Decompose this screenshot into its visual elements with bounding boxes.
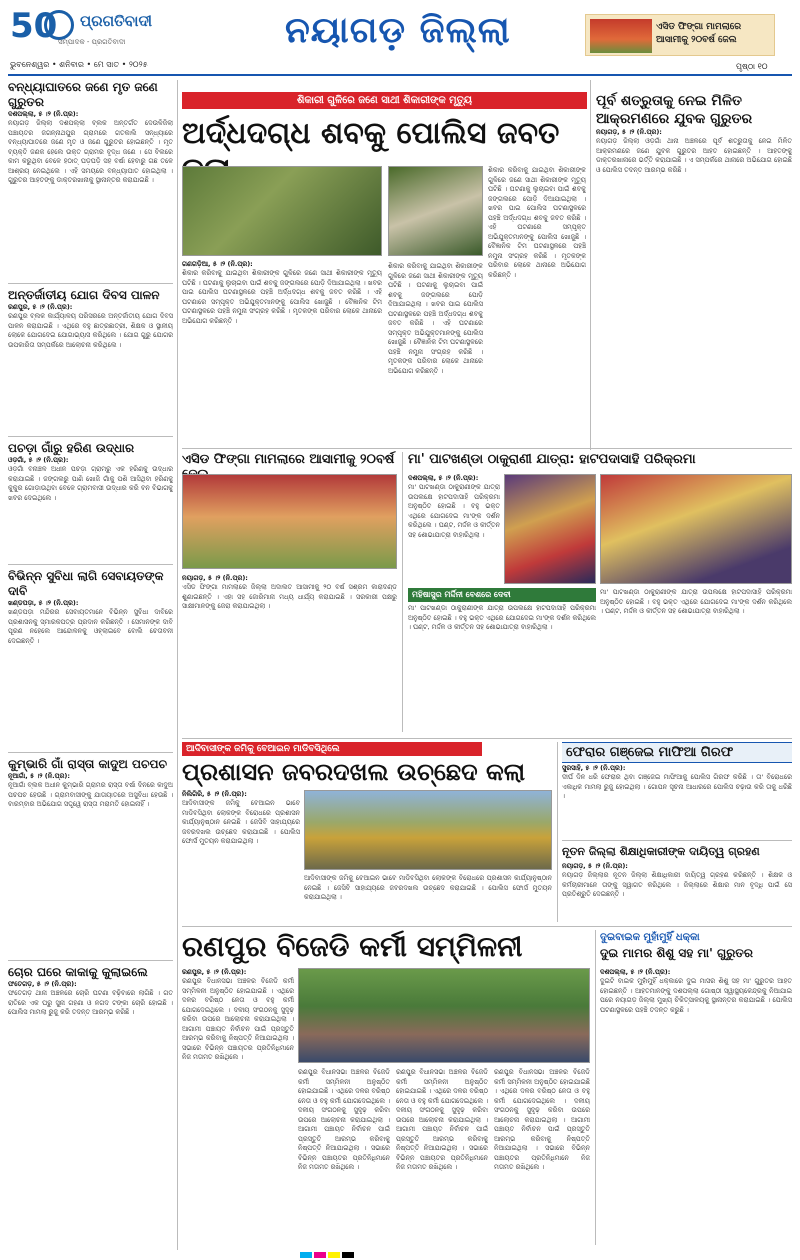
dateline: ଭୁବନେଶ୍ୱର • ଶନିବାର • ମେ ସାତ • ୨୦୨୫ — [10, 60, 148, 69]
column-rule — [557, 742, 558, 922]
divider — [562, 840, 792, 841]
story-body-ranapur-cont-2: ରଣପୁର ବିଧାନସଭା ଅଞ୍ଚଳର ବିଜେଡି କର୍ମୀ ସମ୍ମିଳନୀ ଅନୁଷ୍ଠିତ ହୋଇଯାଇଛି । ଏଥିରେ ଦଳର ବରିଷ୍ଠ ନେତା ଓ ବହୁ କର୍ମୀ ଯୋଗଦେଇଥିଲେ । ଦଳୀୟ ସଂଗଠନକୁ ସୁଦୃଢ଼ କରିବା ଉପରେ ଆଲୋଚନା କରାଯାଇଥିଲା । ଆଗାମୀ ପଞ୍ଚାୟତ ନିର୍ବାଚନ ପାଇଁ ପ୍ରସ୍ତୁତି ଆରମ୍ଭ କରିବାକୁ ନିଷ୍ପତ୍ତି ନିଆଯାଇଥିଲା । ସଭାରେ ବିଭିନ୍ନ ପଞ୍ଚାୟତର ପ୍ରତିନିଧିମାନେ ନିଜ ମତାମତ ରଖିଥିଲେ । — [396, 1068, 488, 1171]
byline: ନୂଆଗାଁ, ୫ ।୨ (ନି.ପ୍ର): — [8, 772, 70, 780]
divider — [8, 283, 173, 284]
story-body-prashasana-cont: ଆଦିବାସୀଙ୍କ ଜମିକୁ ବେଆଇନ ଭାବେ ମାଡିବସିଥିବା ଲୋକଙ୍କ ବିରୋଧରେ ପ୍ରଶାସନ କାର୍ଯ୍ୟାନୁଷ୍ଠାନ ନେଇଛି । ଜେସିବି ସାହାଯ୍ୟରେ ଜବରଦଖଲ ଉଚ୍ଛେଦ କରାଯାଇଛି । ପୋଲିସ ଫୋର୍ସ ମୁତୟନ କରାଯାଇଥିଲା । — [304, 874, 552, 901]
ranapur-photo — [298, 968, 590, 1063]
byline: ନୟାଗଡ଼, ୫ ।୨ (ନି.ପ୍ର): — [182, 574, 248, 582]
pherara-text — [562, 764, 792, 833]
story-body-pathakhanda-cont-2: ମା' ପାଟଖଣ୍ଡା ଠାକୁରାଣୀଙ୍କ ଯାତ୍ରା ଉପଲକ୍ଷେ ହାଟପଦାସାହି ପରିକ୍ରମା ଅନୁଷ୍ଠିତ ହୋଇଛି । ବହୁ ଭକ୍ତ ଏଥିରେ ଯୋଗଦେଇ ମା'ଙ୍କ ଦର୍ଶନ କରିଥିଲେ । ଘଣ୍ଟ, ମର୍ଦ୍ଦଳ ଓ କୀର୍ତ୍ତନ ସହ ଶୋଭାଯାତ୍ରା ବାହାରିଥିଲା । — [600, 588, 792, 615]
story-body-purba: ନୟାଗଡ଼ ଜିଲ୍ଲା ଓଡ଼ଗାଁ ଥାନା ଅଞ୍ଚଳରେ ପୂର୍ବ ଶତ୍ରୁତାକୁ ନେଇ ମିଳିତ ଆକ୍ରମଣରେ ଜଣେ ଯୁବକ ଗୁରୁତର ଆହତ ହୋଇଛନ୍ତି । ଆହତଙ୍କୁ ଡାକ୍ତରଖାନାରେ ଭର୍ତ୍ତି କରାଯାଇଛି । ଏ ସମ୍ପର୍କରେ ଥାନାରେ ଅଭିଯୋଗ ହୋଇଛି ଓ ପୋଲିସ ତଦନ୍ତ ଆରମ୍ଭ କରିଛି । — [596, 137, 792, 174]
registration-mark — [300, 1252, 312, 1258]
lead-photo-2 — [388, 166, 483, 256]
story-head-shikhyadhikari[interactable]: ନୂତନ ଜିଲ୍ଲା ଶିକ୍ଷାଧିକାରୀଙ୍କ ଦାୟିତ୍ୱ ଗ୍ରହଣ — [562, 845, 760, 858]
page-number: ପୃଷ୍ଠା ୧୦ — [736, 62, 768, 71]
divider — [8, 960, 173, 961]
byline: ଫତେଗଡ଼, ୫ ।୨ (ନି.ପ୍ର): — [8, 980, 77, 988]
divider — [8, 752, 173, 753]
column-rule — [402, 452, 403, 732]
story-head-harina[interactable]: ପଚଡ଼ା ଗାଁରୁ ହରିଣ ଉଦ୍ଧାର — [8, 441, 135, 455]
masthead — [0, 0, 800, 75]
lead-text-1 — [182, 260, 382, 419]
purba-story — [596, 92, 792, 437]
byline: ଦଶପଲ୍ଲା, ୫ ।୨ (ନି.ପ୍ର): — [600, 968, 671, 976]
story-body-suvidha: ଖଣ୍ଡପଡ଼ା ମନ୍ଦିରର ସେବାୟତମାନେ ବିଭିନ୍ନ ସୁବିଧା ଦାବିରେ ପ୍ରଶାସନକୁ ସ୍ମାରକପତ୍ର ପ୍ରଦାନ କରିଛନ୍ତି । ସେମାନଙ୍କ ଦାବି ପୂରଣ ନହେଲେ ଆନ୍ଦୋଳନକୁ ଓହ୍ଲାଇବେ ବୋଲି ଚେତାବନୀ ଦେଇଛନ୍ତି । — [8, 608, 173, 645]
shikhyadhikari-text — [562, 862, 792, 923]
logo-tagline: ସମ୍ପାଦକ - ପ୍ରଗତିବାଦୀ — [58, 38, 126, 46]
story-body-pherara: ଦୀର୍ଘ ଦିନ ଧରି ଫେରାର ଥିବା ଗଞ୍ଜେଇ ମାଫିଆକୁ ପୋଲିସ ଗିରଫ କରିଛି । ତା' ବିରୋଧରେ ଏକାଧିକ ମାମଲା ରୁଜୁ ହୋଇଥିଲା । ଗୋପନ ସୂଚନା ଆଧାରରେ ପୋଲିସ ଚଢ଼ାଉ କରି ତାକୁ ଧରିଛି । — [562, 773, 792, 800]
top-teaser[interactable] — [585, 14, 775, 56]
story-head-kanika[interactable]: ଚୋର ଘରେ କାକାକୁ କୁଲାଇଲେ — [8, 965, 148, 979]
acid-photo — [182, 474, 397, 569]
district-title: ନୟାଗଡ଼ ଜିଲ୍ଲା — [285, 10, 511, 51]
divider — [182, 738, 792, 739]
story-body-bandyaghata: ନୟାଗଡ଼ ଜିଲ୍ଲା ଦଶପଲ୍ଲା ବ୍ଲକ ଅନ୍ତର୍ଗତ ଦେଉଳିଜିଲା ପଞ୍ଚାୟତର ଜଗନ୍ନାଥପୁର ଗ୍ରାମରେ ଗତକାଲି ସନ୍ଧ୍ୟାରେ ବନ୍ଧ୍ୟାଘାତରେ ଜଣେ ମୃତ ଓ ଜଣେ ଗୁରୁତର ହୋଇଛନ୍ତି । ମୃତ ବ୍ୟକ୍ତି ଜଣକ ହେଲେ ଉକ୍ତ ଗ୍ରାମର ବୃଦ୍ଧ ଜଣେ । ସେ ବିଲରେ କାମ କରୁଥିବା ବେଳେ ହଠାତ୍ ଘଡ଼ଘଡ଼ି ସହ ବର୍ଷା ହେବାରୁ ଗଛ ତଳେ ଆଶ୍ରୟ ନେଇଥିଲେ । ଏହି ସମୟରେ ବନ୍ଧ୍ୟାଘାତ ହୋଇଥିଲା । ଗୁରୁତର ଆହତଙ୍କୁ ଡାକ୍ତରଖାନାକୁ ସ୍ଥାନାନ୍ତର କରାଯାଇଛି । — [8, 119, 173, 184]
story-body-ranapur-cont-3: ରଣପୁର ବିଧାନସଭା ଅଞ୍ଚଳର ବିଜେଡି କର୍ମୀ ସମ୍ମିଳନୀ ଅନୁଷ୍ଠିତ ହୋଇଯାଇଛି । ଏଥିରେ ଦଳର ବରିଷ୍ଠ ନେତା ଓ ବହୁ କର୍ମୀ ଯୋଗଦେଇଥିଲେ । ଦଳୀୟ ସଂଗଠନକୁ ସୁଦୃଢ଼ କରିବା ଉପରେ ଆଲୋଚନା କରାଯାଇଥିଲା । ଆଗାମୀ ପଞ୍ଚାୟତ ନିର୍ବାଚନ ପାଇଁ ପ୍ରସ୍ତୁତି ଆରମ୍ଭ କରିବାକୁ ନିଷ୍ପତ୍ତି ନିଆଯାଇଥିଲା । ସଭାରେ ବିଭିନ୍ନ ପଞ୍ଚାୟତର ପ୍ରତିନିଧିମାନେ ନିଜ ମତାମତ ରଖିଥିଲେ । — [494, 1068, 590, 1171]
duicar-kicker: ଦୁଇବାଇକ ମୁହାଁମୁହିଁ ଧକ୍କା — [600, 932, 700, 943]
story-body-kanika: ଫତେଗଡ଼ ଥାନା ଅଞ୍ଚଳରେ ଚୋରି ଘଟଣା ବଢ଼ିବାରେ ଲାଗିଛି । ଗତ ରାତିରେ ଏକ ଘରୁ ସୁନା ଗହଣା ଓ ନଗଦ ଟଙ୍କା ଚୋରି ହୋଇଛି । ପୋଲିସ ମାମଲା ରୁଜୁ କରି ତଦନ୍ତ ଆରମ୍ଭ କରିଛି । — [8, 989, 173, 1016]
story-head-ranapur[interactable]: ରଣପୁର ବିଜେଡି କର୍ମୀ ସମ୍ମିଳନୀ — [182, 930, 523, 963]
byline: ଖଣ୍ଡପଡ଼ା, ୫ ।୨ (ନି.ପ୍ର): — [8, 599, 79, 607]
story-body-duicar: ଦୁଇଟି ବାଇକ ମୁହାଁମୁହିଁ ଧକ୍କାରେ ଦୁଇ ମାସର ଶିଶୁ ସହ ମା' ଗୁରୁତର ଆହତ ହୋଇଛନ୍ତି । ଆହତମାନଙ୍କୁ ଦଶପଲ୍ଲା ଗୋଷ୍ଠୀ ସ୍ୱାସ୍ଥ୍ୟକେନ୍ଦ୍ରକୁ ନିଆଯାଇ ପରେ ନୟାଗଡ଼ ଜିଲ୍ଲା ମୁଖ୍ୟ ଚିକିତ୍ସାଳୟକୁ ସ୍ଥାନାନ୍ତର କରାଯାଇଛି । ପୋଲିସ ଘଟଣାସ୍ଥଳରେ ପହଞ୍ଚି ତଦନ୍ତ କରୁଛି । — [600, 977, 792, 1014]
left-column — [8, 80, 173, 1250]
column-rule — [595, 930, 596, 1245]
story-head-suvidha[interactable]: ବିଭିନ୍ନ ସୁବିଧା ଲାଗି ସେବାୟତଙ୍କ ଦାବି — [8, 569, 164, 598]
story-body-harina: ଓଡ଼ଗାଁ ବନାଞ୍ଚଳ ଅଧୀନ ପଚଡ଼ା ଗ୍ରାମରୁ ଏକ ହରିଣକୁ ଉଦ୍ଧାର କରାଯାଇଛି । ଜଙ୍ଗଲରୁ ପାଣି ଖୋଜି ଗାଁକୁ ପଶି ଆସିଥିବା ହରିଣକୁ କୁକୁର ଗୋଡ଼ାଉଥିବା ବେଳେ ଗ୍ରାମବାସୀ ଉଦ୍ଧାର କରି ବନ ବିଭାଗକୁ ଖବର ଦେଇଥିଲେ । — [8, 465, 173, 502]
byline: ରଣପୁର, ୫ ।୨ (ନି.ପ୍ର): — [182, 968, 247, 976]
newspaper-logo — [10, 6, 160, 56]
story-head-purba[interactable]: ପୂର୍ବ ଶତ୍ରୁତାକୁ ନେଇ ମିଳିତ ଆକ୍ରମଣରେ ଯୁବକ ଗୁରୁତର — [596, 93, 753, 127]
story-body-prashasana: ଆଦିବାସୀଙ୍କ ଜମିକୁ ବେଆଇନ ଭାବେ ମାଡିବସିଥିବା ଲୋକଙ୍କ ବିରୋଧରେ ପ୍ରଶାସନ କାର୍ଯ୍ୟାନୁଷ୍ଠାନ ନେଇଛି । ଜେସିବି ସାହାଯ୍ୟରେ ଜବରଦଖଲ ଉଚ୍ଛେଦ କରାଯାଇଛି । ପୋଲିସ ଫୋର୍ସ ମୁତୟନ କରାଯାଇଥିଲା । — [182, 799, 300, 845]
story-body-yoga: ରଣପୁର ବ୍ଲକ କାର୍ଯ୍ୟାଳୟ ପରିସରରେ ଅନ୍ତର୍ଜାତୀୟ ଯୋଗ ଦିବସ ପାଳନ କରାଯାଇଛି । ଏଥିରେ ବହୁ ଛାତ୍ରଛାତ୍ରୀ, ଶିକ୍ଷକ ଓ ସ୍ଥାନୀୟ ଲୋକେ ଯୋଗଦେଇ ଯୋଗାଭ୍ୟାସ କରିଥିଲେ । ଯୋଗ ଗୁରୁ ଯୋଗର ଉପକାରିତା ସମ୍ପର୍କରେ ଆଲୋଚନା କରିଥିଲେ । — [8, 312, 173, 349]
prashasana-text — [182, 790, 300, 929]
pathakhanda-photo-2 — [600, 474, 792, 584]
teaser-text: ଏସିଡ ଫିଙ୍ଗା ମାମଲାରେ ଆସାମୀକୁ ୨୦ବର୍ଷ ଜେଲ — [656, 22, 742, 45]
registration-mark — [314, 1252, 326, 1258]
byline: ରଣପୁର, ୫ ।୨ (ନି.ପ୍ର): — [8, 303, 73, 311]
paper-name: ପ୍ରଗତିବାଦୀ — [80, 12, 153, 30]
story-head-pherara[interactable]: ଫେରାର ଗଞ୍ଜେଇ ମାଫିଆ ଗିରଫ — [562, 742, 792, 763]
story-head-acid[interactable]: ଏସିଡ ଫିଙ୍ଗା ମାମଲାରେ ଆସାମୀକୁ ୨୦ବର୍ଷ — [182, 452, 395, 467]
prashasana-kicker: ଆଦିବାସୀଙ୍କ ଜମିକୁ ବେଆଇନ ମାଡିବସିଥିଲେ — [182, 742, 482, 756]
ranapur-text — [182, 968, 294, 1247]
lead-body-cont: ଶିକାର କରିବାକୁ ଯାଇଥିବା ଶିକାରୀଙ୍କ ଗୁଳିରେ ଜଣେ ସାଥୀ ଶିକାରୀଙ୍କ ମୃତ୍ୟୁ ଘଟିଛି । ଘଟଣାକୁ ଲୁଚାଇବା ପାଇଁ ଶବକୁ ଜଙ୍ଗଲରେ ପୋଡ଼ି ଦିଆଯାଇଥିଲା । ଖବର ପାଇ ପୋଲିସ ଘଟଣାସ୍ଥଳରେ ପହଞ୍ଚି ଅର୍ଦ୍ଧଦଗ୍ଧ ଶବକୁ ଜବତ କରିଛି । ଏହି ଘଟଣାରେ ସମ୍ପୃକ୍ତ ଅଭିଯୁକ୍ତମାନଙ୍କୁ ପୋଲିସ ଖୋଜୁଛି । ବୈଜ୍ଞାନିକ ଟିମ ଘଟଣାସ୍ଥଳରେ ପହଞ୍ଚି ନମୁନା ସଂଗ୍ରହ କରିଛି । ମୃତକଙ୍କ ପରିବାର ଲୋକେ ଥାନାରେ ଅଭିଯୋଗ କରିଛନ୍ତି । — [388, 262, 483, 375]
masthead-rule — [8, 74, 792, 76]
pathakhanda-text — [408, 474, 500, 583]
byline: ନିଲିଗିରି, ୫ ।୨ (ନି.ପ୍ର): — [182, 790, 247, 798]
teaser-photo — [590, 19, 652, 53]
story-body-ranapur-cont-1: ରଣପୁର ବିଧାନସଭା ଅଞ୍ଚଳର ବିଜେଡି କର୍ମୀ ସମ୍ମିଳନୀ ଅନୁଷ୍ଠିତ ହୋଇଯାଇଛି । ଏଥିରେ ଦଳର ବରିଷ୍ଠ ନେତା ଓ ବହୁ କର୍ମୀ ଯୋଗଦେଇଥିଲେ । ଦଳୀୟ ସଂଗଠନକୁ ସୁଦୃଢ଼ କରିବା ଉପରେ ଆଲୋଚନା କରାଯାଇଥିଲା । ଆଗାମୀ ପଞ୍ଚାୟତ ନିର୍ବାଚନ ପାଇଁ ପ୍ରସ୍ତୁତି ଆରମ୍ଭ କରିବାକୁ ନିଷ୍ପତ୍ତି ନିଆଯାଇଥିଲା । ସଭାରେ ବିଭିନ୍ନ ପଞ୍ଚାୟତର ପ୍ରତିନିଧିମାନେ ନିଜ ମତାମତ ରଖିଥିଲେ । — [298, 1068, 390, 1171]
divider — [8, 564, 173, 565]
story-head-bandyaghata[interactable]: ବନ୍ଧ୍ୟାଘାତରେ ଜଣେ ମୃତ ଜଣେ ଗୁରୁତର — [8, 80, 158, 109]
lead-headline[interactable]: ଅର୍ଦ୍ଧଦଗ୍ଧ ଶବକୁ ପୋଲିସ ଜବତ — [182, 116, 560, 151]
byline: ଗଣଗଡ଼ିଆ, ୫ ।୨ (ନି.ପ୍ର): — [182, 260, 253, 268]
byline: ଦଶପଲ୍ଲା, ୫ ।୨ (ନି.ପ୍ର): — [408, 474, 479, 482]
photo-caption: ମହିଷାସୁର ମର୍ଦ୍ଦିନୀ ବେଶରେ ଦେବୀ — [408, 588, 596, 602]
lead-photo — [182, 166, 382, 256]
acid-text — [182, 574, 397, 733]
prashasana-photo — [304, 790, 552, 870]
story-head-kumbhari[interactable]: କୁମ୍ଭାରି ଗାଁ ରାସ୍ତା କାଦୁଅ ପଚପଚ — [8, 757, 168, 771]
column-rule — [590, 80, 591, 450]
divider — [182, 926, 792, 927]
divider — [8, 436, 173, 437]
story-body-ranapur: ରଣପୁର ବିଧାନସଭା ଅଞ୍ଚଳର ବିଜେଡି କର୍ମୀ ସମ୍ମିଳନୀ ଅନୁଷ୍ଠିତ ହୋଇଯାଇଛି । ଏଥିରେ ଦଳର ବରିଷ୍ଠ ନେତା ଓ ବହୁ କର୍ମୀ ଯୋଗଦେଇଥିଲେ । ଦଳୀୟ ସଂଗଠନକୁ ସୁଦୃଢ଼ କରିବା ଉପରେ ଆଲୋଚନା କରାଯାଇଥିଲା । ଆଗାମୀ ପଞ୍ଚାୟତ ନିର୍ବାଚନ ପାଇଁ ପ୍ରସ୍ତୁତି ଆରମ୍ଭ କରିବାକୁ ନିଷ୍ପତ୍ତି ନିଆଯାଇଥିଲା । ସଭାରେ ବିଭିନ୍ନ ପଞ୍ଚାୟତର ପ୍ରତିନିଧିମାନେ ନିଜ ମତାମତ ରଖିଥିଲେ । — [182, 977, 294, 1061]
byline: ନୟାଗଡ଼, ୫ ।୨ (ନି.ପ୍ର): — [596, 128, 662, 136]
pathakhanda-photo-1 — [504, 474, 596, 584]
duicar-text — [600, 968, 792, 1243]
logo-number: 50 — [10, 6, 58, 46]
byline: ଦଶପଲ୍ଲା, ୫ ।୨ (ନି.ପ୍ର): — [8, 110, 79, 118]
byline: ନୟାଗଡ଼, ୫ ।୨ (ନି.ପ୍ର): — [562, 862, 628, 870]
divider — [182, 448, 792, 449]
story-body-shikhyadhikari: ନୟାଗଡ଼ ଜିଲ୍ଲାର ନୂତନ ଜିଲ୍ଲା ଶିକ୍ଷାଧିକାରୀ ଦାୟିତ୍ୱ ଗ୍ରହଣ କରିଛନ୍ତି । ଶିକ୍ଷକ ଓ କର୍ମଚାରୀମାନେ ତାଙ୍କୁ ସ୍ୱାଗତ କରିଥିଲେ । ଜିଲ୍ଲାରେ ଶିକ୍ଷାର ମାନ ବୃଦ୍ଧି ପାଇଁ ସେ ପ୍ରତିଶ୍ରୁତି ଦେଇଛନ୍ତି । — [562, 871, 792, 898]
lead-kicker: ଶିକାରୀ ଗୁଳିରେ ଜଣେ ସାଥୀ ଶିକାରୀଙ୍କ ମୃତ୍ୟୁ — [182, 92, 587, 109]
story-head-duicar[interactable]: ଦୁଇ ମାମର ଶିଶୁ ସହ ମା' ଗୁରୁତର — [600, 946, 753, 960]
story-head-yoga[interactable]: ଅନ୍ତର୍ଜାତୀୟ ଯୋଗ ଦିବସ ପାଳନ — [8, 288, 160, 302]
story-body-pathakhanda-cont: ମା' ପାଟଖଣ୍ଡା ଠାକୁରାଣୀଙ୍କ ଯାତ୍ରା ଉପଲକ୍ଷେ ହାଟପଦାସାହି ପରିକ୍ରମା ଅନୁଷ୍ଠିତ ହୋଇଛି । ବହୁ ଭକ୍ତ ଏଥିରେ ଯୋଗଦେଇ ମା'ଙ୍କ ଦର୍ଶନ କରିଥିଲେ । ଘଣ୍ଟ, ମର୍ଦ୍ଦଳ ଓ କୀର୍ତ୍ତନ ସହ ଶୋଭାଯାତ୍ରା ବାହାରିଥିଲା । — [408, 604, 596, 631]
byline: ସୁରସାହି, ୫ ।୨ (ନି.ପ୍ର): — [562, 764, 626, 772]
byline: ଓଡ଼ଗାଁ, ୫ ।୨ (ନି.ପ୍ର): — [8, 456, 69, 464]
story-body-kumbhari: ନୂଆଗାଁ ବ୍ଲକ ଅଧୀନ କୁମ୍ଭାରି ଗ୍ରାମର ରାସ୍ତା ବର୍ଷା ଦିନରେ କାଦୁଅ ପଚପଚ ହେଉଛି । ଗ୍ରାମବାସୀଙ୍କୁ ଯାତାୟାତରେ ଅସୁବିଧା ହେଉଛି । ବାରମ୍ବାର ଅଭିଯୋଗ ସତ୍ତ୍ୱେ ରାସ୍ତା ମରାମତି ହୋଇନାହିଁ । — [8, 781, 173, 808]
logo-ring-icon — [44, 10, 74, 40]
lead-body-cont-2: ଶିକାର କରିବାକୁ ଯାଇଥିବା ଶିକାରୀଙ୍କ ଗୁଳିରେ ଜଣେ ସାଥୀ ଶିକାରୀଙ୍କ ମୃତ୍ୟୁ ଘଟିଛି । ଘଟଣାକୁ ଲୁଚାଇବା ପାଇଁ ଶବକୁ ଜଙ୍ଗଲରେ ପୋଡ଼ି ଦିଆଯାଇଥିଲା । ଖବର ପାଇ ପୋଲିସ ଘଟଣାସ୍ଥଳରେ ପହଞ୍ଚି ଅର୍ଦ୍ଧଦଗ୍ଧ ଶବକୁ ଜବତ କରିଛି । ଏହି ଘଟଣାରେ ସମ୍ପୃକ୍ତ ଅଭିଯୁକ୍ତମାନଙ୍କୁ ପୋଲିସ ଖୋଜୁଛି । ବୈଜ୍ଞାନିକ ଟିମ ଘଟଣାସ୍ଥଳରେ ପହଞ୍ଚି ନମୁନା ସଂଗ୍ରହ କରିଛି । ମୃତକଙ୍କ ପରିବାର ଲୋକେ ଥାନାରେ ଅଭିଯୋଗ କରିଛନ୍ତି । — [488, 166, 586, 279]
registration-mark — [328, 1252, 340, 1258]
story-body-pathakhanda: ମା' ପାଟଖଣ୍ଡା ଠାକୁରାଣୀଙ୍କ ଯାତ୍ରା ଉପଲକ୍ଷେ ହାଟପଦାସାହି ପରିକ୍ରମା ଅନୁଷ୍ଠିତ ହୋଇଛି । ବହୁ ଭକ୍ତ ଏଥିରେ ଯୋଗଦେଇ ମା'ଙ୍କ ଦର୍ଶନ କରିଥିଲେ । ଘଣ୍ଟ, ମର୍ଦ୍ଦଳ ଓ କୀର୍ତ୍ତନ ସହ ଶୋଭାଯାତ୍ରା ବାହାରିଥିଲା । — [408, 483, 500, 539]
column-rule — [177, 80, 178, 1250]
story-body-acid: ଏସିଡ ଫିଙ୍ଗା ମାମଲାରେ ଜିଲ୍ଲା ଅଦାଲତ ଆସାମୀକୁ ୨୦ ବର୍ଷ ସଶ୍ରମ କାରାଦଣ୍ଡ ଶୁଣାଇଛନ୍ତି । ଏହା ସହ ଜୋରିମାନା ମଧ୍ୟ ଧାର୍ଯ୍ୟ କରାଯାଇଛି । ସରକାରୀ ପକ୍ଷରୁ ସାକ୍ଷୀମାନଙ୍କୁ ଜେରା କରାଯାଇଥିଲା । — [182, 583, 397, 610]
story-head-pathakhanda[interactable]: ମା' ପାଟଖଣ୍ଡା ଠାକୁରାଣୀ ଯାତ୍ରା: ହାଟପଦାସାହି ପରିକ୍ରମା — [408, 452, 696, 467]
lead-body: ଶିକାର କରିବାକୁ ଯାଇଥିବା ଶିକାରୀଙ୍କ ଗୁଳିରେ ଜଣେ ସାଥୀ ଶିକାରୀଙ୍କ ମୃତ୍ୟୁ ଘଟିଛି । ଘଟଣାକୁ ଲୁଚାଇବା ପାଇଁ ଶବକୁ ଜଙ୍ଗଲରେ ପୋଡ଼ି ଦିଆଯାଇଥିଲା । ଖବର ପାଇ ପୋଲିସ ଘଟଣାସ୍ଥଳରେ ପହଞ୍ଚି ଅର୍ଦ୍ଧଦଗ୍ଧ ଶବକୁ ଜବତ କରିଛି । ଏହି ଘଟଣାରେ ସମ୍ପୃକ୍ତ ଅଭିଯୁକ୍ତମାନଙ୍କୁ ପୋଲିସ ଖୋଜୁଛି । ବୈଜ୍ଞାନିକ ଟିମ ଘଟଣାସ୍ଥଳରେ ପହଞ୍ଚି ନମୁନା ସଂଗ୍ରହ କରିଛି । ମୃତକଙ୍କ ପରିବାର ଲୋକେ ଥାନାରେ ଅଭିଯୋଗ କରିଛନ୍ତି । — [182, 269, 382, 325]
registration-mark — [342, 1252, 354, 1258]
story-head-prashasana[interactable]: ପ୍ରଶାସନ ଜବରଦଖଲ ଉଚ୍ଛେଦ କଲା — [182, 758, 526, 786]
